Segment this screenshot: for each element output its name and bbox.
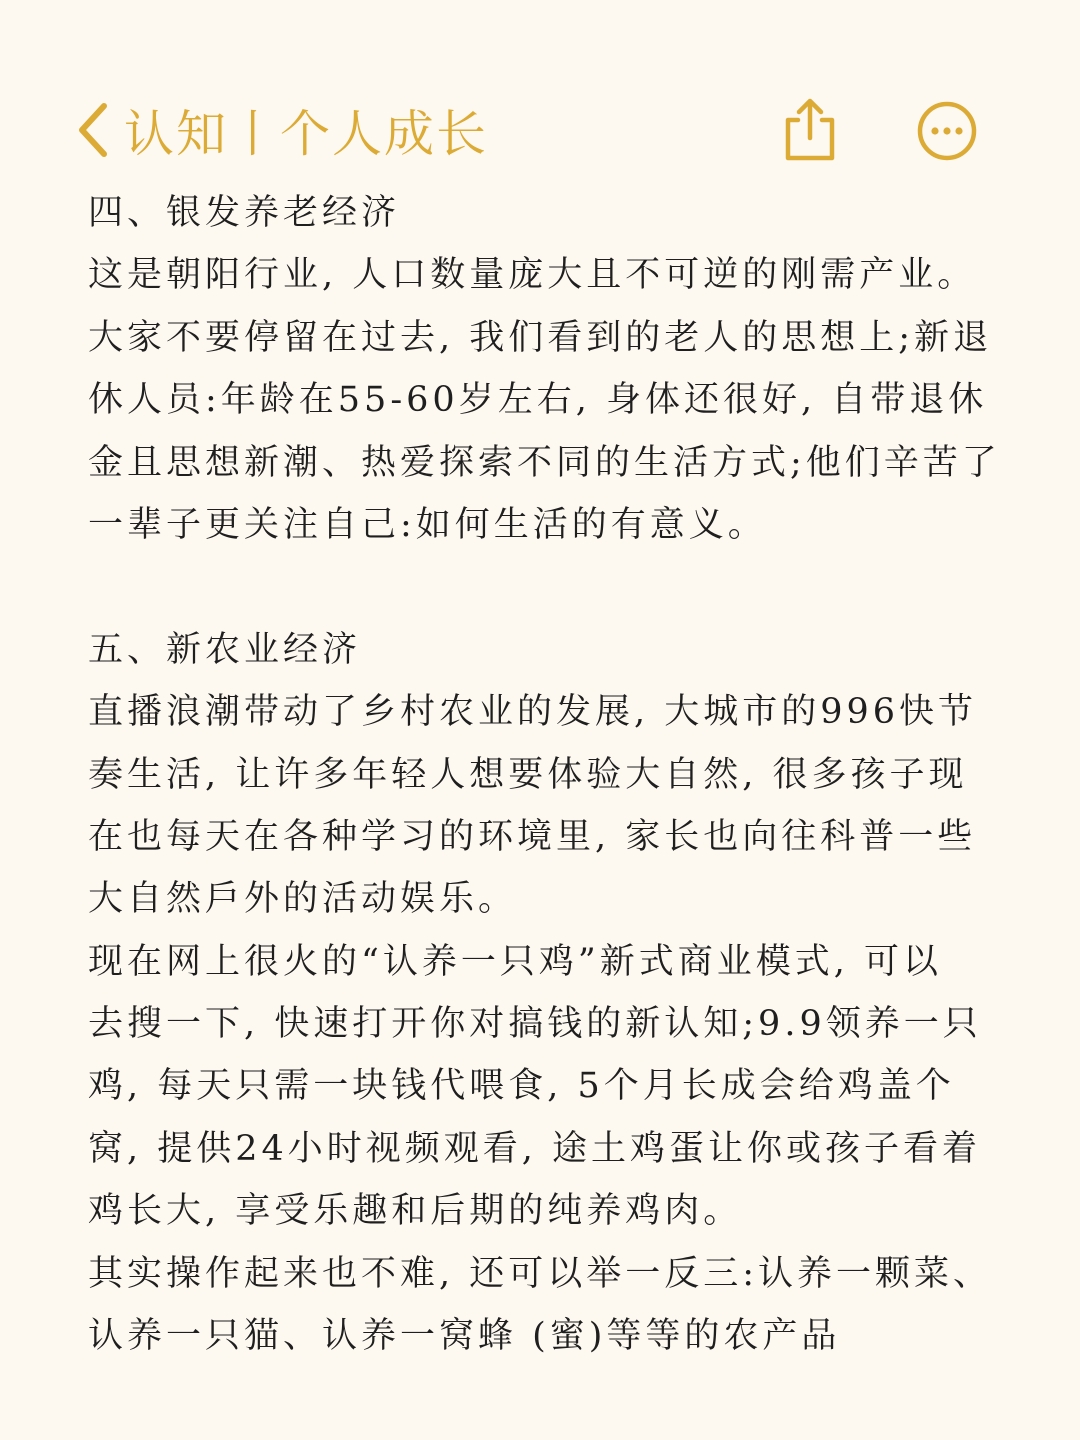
paragraph-line: 奏生活, 让许多年轻人想要体验大自然, 很多孩子现 [88,754,968,795]
paragraph-line: 鸡长大, 享受乐趣和后期的纯养鸡肉。 [88,1191,743,1232]
paragraph-line: 认养一只猫、认养一窝蜂 (蜜)等等的农产品 [88,1316,841,1357]
paragraph-line: 其实操作起来也不难, 还可以举一反三:认养一颗菜、 [88,1253,993,1294]
blank-line [88,556,1008,618]
share-button[interactable] [778,96,842,164]
more-icon[interactable] [914,98,980,164]
paragraph-line: 去搜一下, 快速打开你对搞钱的新认知;9.9领养一只 [88,1004,982,1045]
back-button[interactable] [74,92,488,168]
paragraph-line: 休人员:年龄在55-60岁左右, 身体还很好, 自带退休 [88,380,988,421]
paragraph-line: 这是朝阳行业, 人口数量庞大且不可逆的刚需产业。 [88,255,977,296]
paragraph-line: 窝, 提供24小时视频观看, 途土鸡蛋让你或孩子看着 [88,1128,982,1169]
section-heading-5: 五、新农业经济 [88,629,362,670]
navigation-bar [0,0,1080,190]
paragraph-line: 金且思想新潮、热爱探索不同的生活方式;他们辛苦了 [88,442,1001,483]
share-icon[interactable] [778,96,842,164]
paragraph-line: 鸡, 每天只需一块钱代喂食, 5个月长成会给鸡盖个 [88,1066,955,1107]
more-button[interactable] [914,98,980,164]
chevron-left-icon[interactable] [74,92,114,168]
paragraph-line: 在也每天在各种学习的环境里, 家长也向往科普一些 [88,816,977,857]
paragraph-line: 现在网上很火的“认养一只鸡”新式商业模式, 可以 [88,941,943,982]
paragraph-line: 一辈子更关注自己:如何生活的有意义。 [88,504,767,545]
paragraph-line: 大自然戶外的活动娱乐。 [88,879,518,920]
page-title: 认知丨个人成长 [124,105,488,163]
note-body[interactable] [88,182,1008,1367]
paragraph-line: 直播浪潮带动了乡村农业的发展, 大城市的996快节 [88,692,978,733]
section-heading-4: 四、银发养老经济 [88,193,401,233]
paragraph-line: 大家不要停留在过去, 我们看到的老人的思想上;新退 [88,317,993,358]
